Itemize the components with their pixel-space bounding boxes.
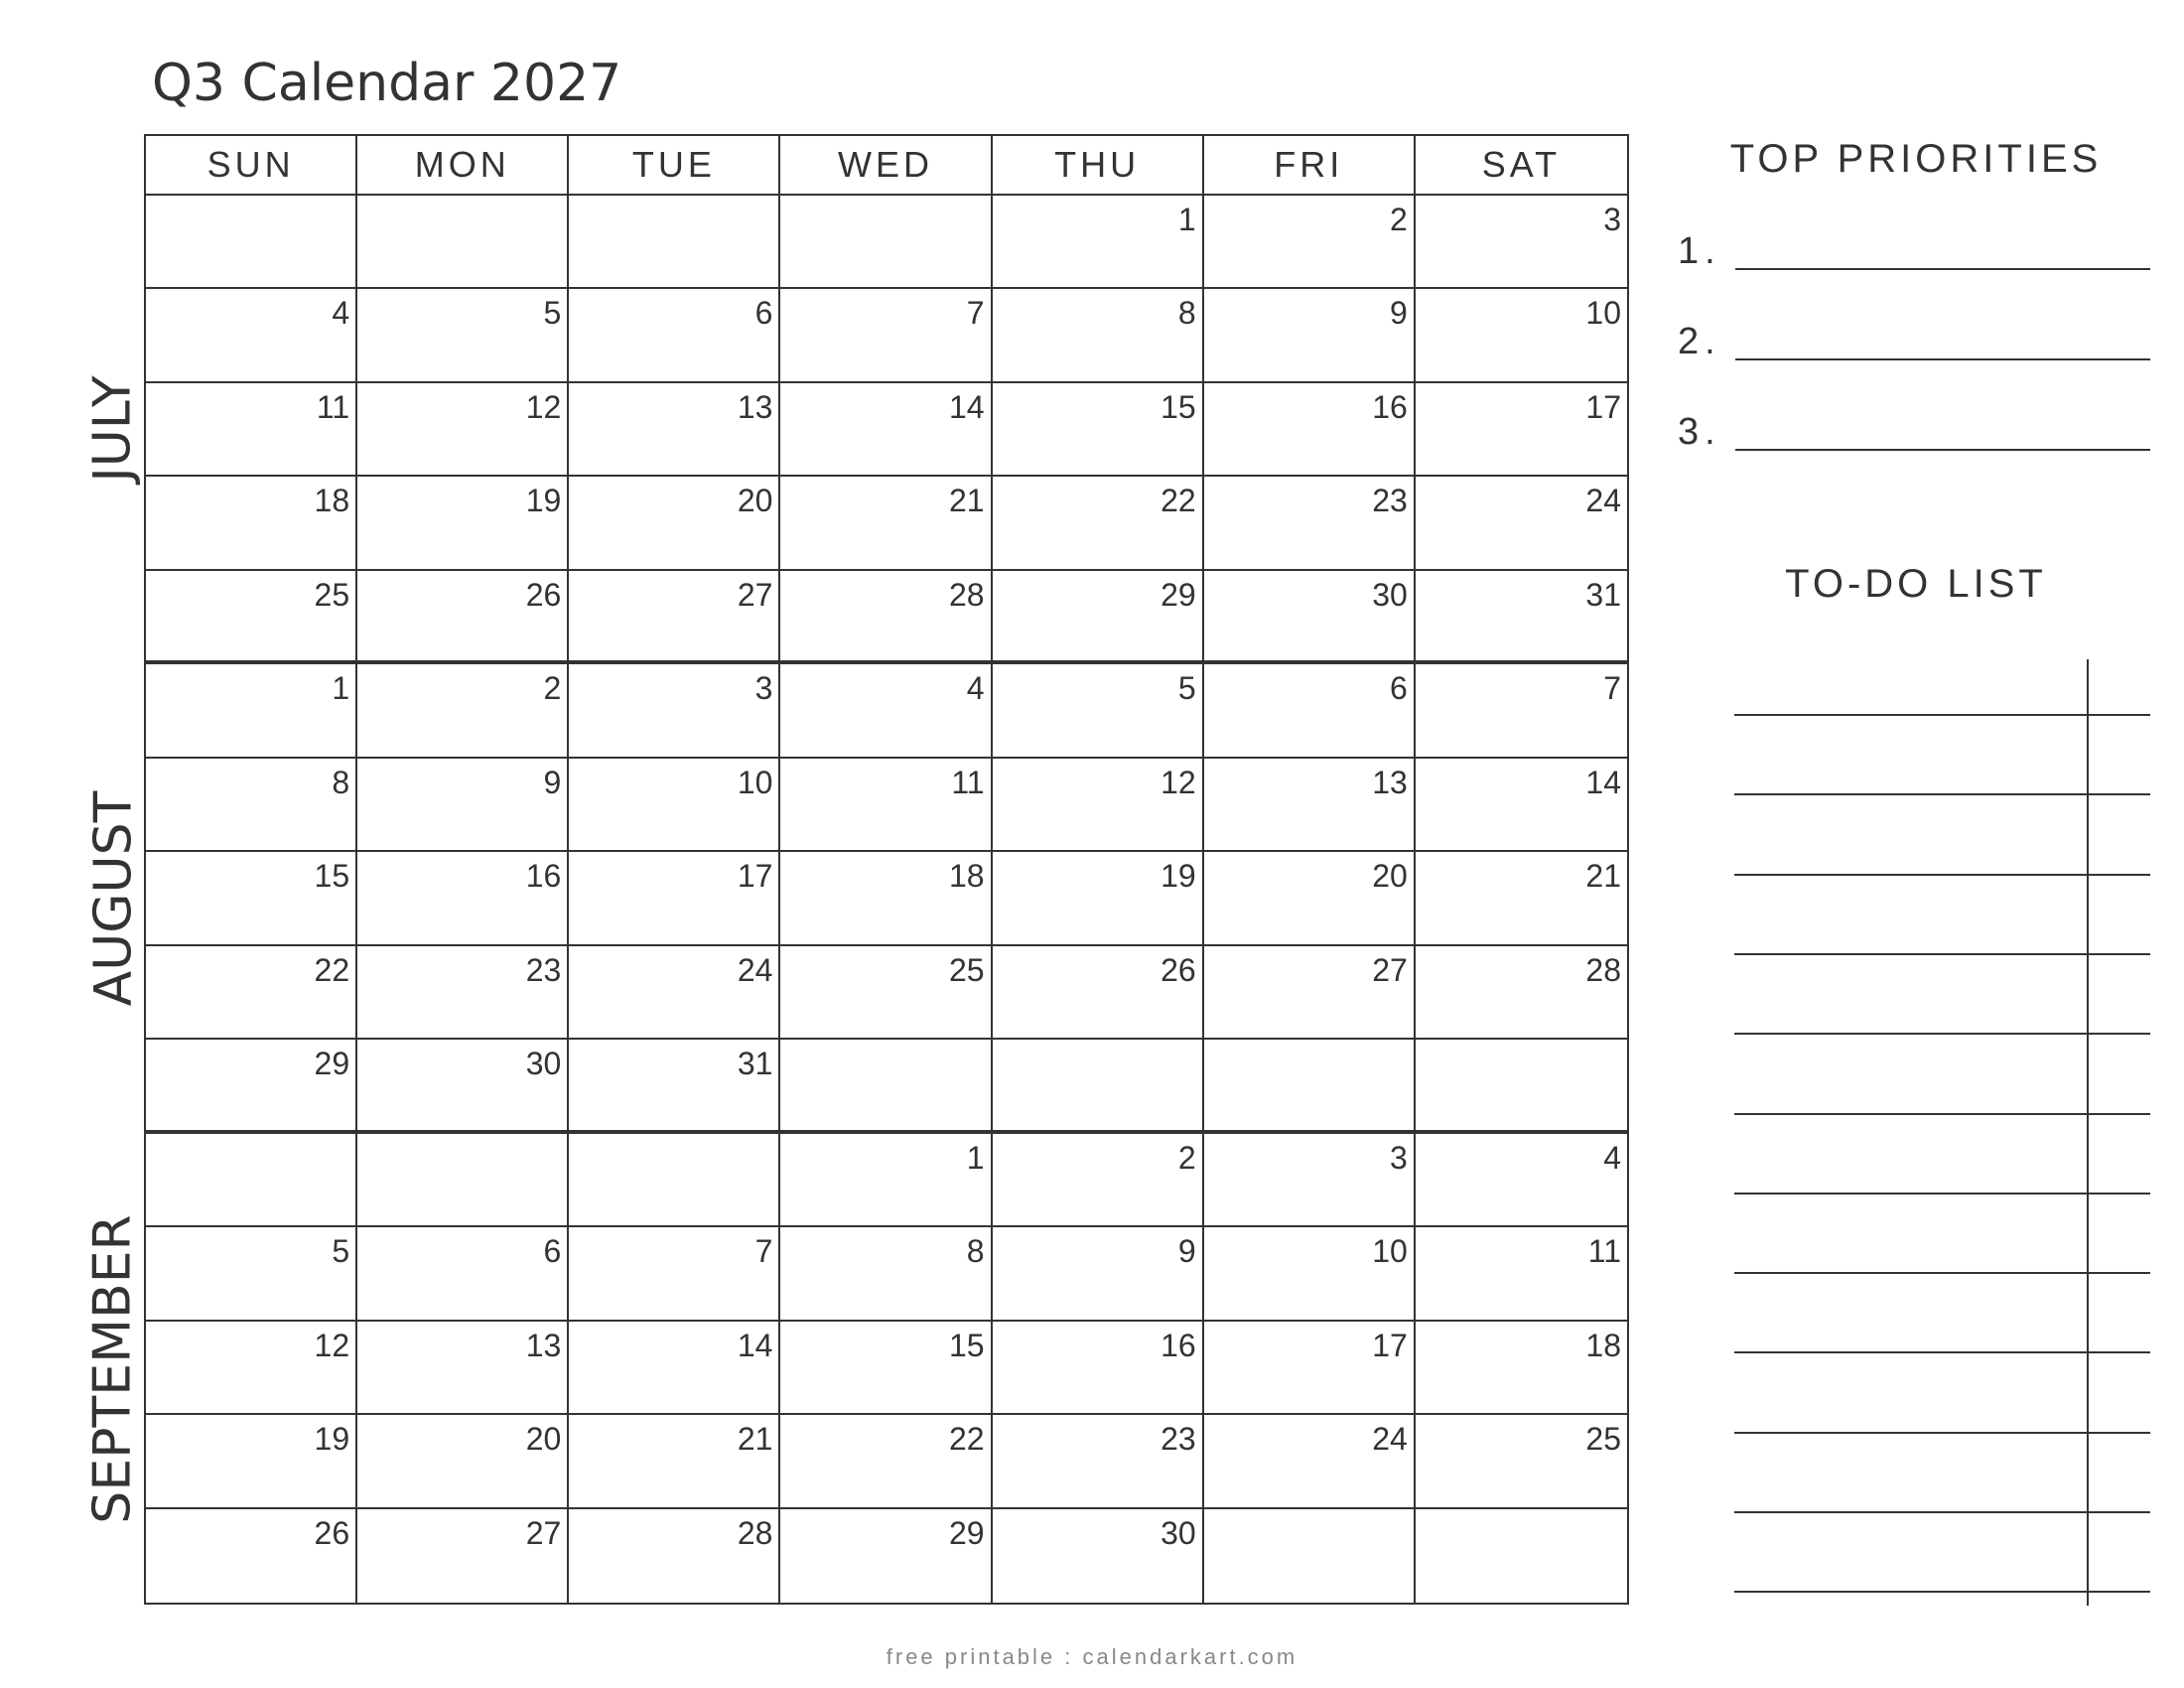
day-number: 16 <box>525 858 562 895</box>
day-number: 9 <box>1390 295 1408 332</box>
day-cell[interactable] <box>780 1134 992 1227</box>
day-cell[interactable] <box>146 571 357 664</box>
weekday-header-4: THU <box>993 136 1204 196</box>
day-cell[interactable] <box>1416 1509 1627 1603</box>
day-number: 5 <box>543 295 562 332</box>
day-cell[interactable] <box>1204 1322 1416 1415</box>
day-cell[interactable] <box>1204 1227 1416 1321</box>
day-cell[interactable] <box>993 196 1204 289</box>
day-cell[interactable] <box>1416 477 1627 570</box>
day-cell[interactable] <box>569 946 780 1040</box>
day-cell[interactable] <box>357 1322 569 1415</box>
todo-line[interactable] <box>1734 1270 2150 1274</box>
day-cell[interactable] <box>1204 289 1416 382</box>
day-cell[interactable] <box>780 289 992 382</box>
day-number: 15 <box>948 1327 985 1363</box>
day-cell[interactable] <box>780 1509 992 1603</box>
day-number: 3 <box>1603 202 1621 237</box>
day-cell[interactable] <box>1204 196 1416 289</box>
priority-item-3[interactable] <box>1678 401 2150 451</box>
day-cell[interactable] <box>569 477 780 570</box>
todo-line[interactable] <box>1734 1349 2150 1353</box>
day-cell[interactable] <box>357 196 569 289</box>
day-number: 21 <box>1585 858 1621 895</box>
day-cell[interactable] <box>993 852 1204 945</box>
day-number: 29 <box>314 1046 350 1082</box>
day-cell[interactable] <box>1416 946 1627 1040</box>
day-cell[interactable] <box>1416 1415 1627 1508</box>
todo-title: TO-DO LIST <box>1785 562 2047 606</box>
day-cell[interactable] <box>780 1040 992 1133</box>
day-number: 19 <box>525 483 562 519</box>
day-cell[interactable] <box>1204 477 1416 570</box>
day-number: 10 <box>737 764 773 800</box>
day-number: 28 <box>948 576 985 613</box>
day-number: 2 <box>1390 202 1408 237</box>
day-number: 25 <box>948 951 985 988</box>
day-cell[interactable] <box>357 946 569 1040</box>
weekday-header-5: FRI <box>1204 136 1416 196</box>
day-number: 7 <box>754 1233 773 1270</box>
priority-item-2[interactable] <box>1678 311 2150 360</box>
day-cell[interactable] <box>780 852 992 945</box>
todo-checkbox-divider <box>2087 659 2089 1606</box>
day-cell[interactable] <box>1416 1227 1627 1321</box>
priority-item-1[interactable] <box>1678 220 2150 270</box>
day-number: 28 <box>1585 951 1621 988</box>
todo-line[interactable] <box>1734 872 2150 876</box>
day-number: 16 <box>1372 388 1408 425</box>
day-cell[interactable] <box>1416 1322 1627 1415</box>
day-number: 27 <box>1372 951 1408 988</box>
day-cell[interactable] <box>357 289 569 382</box>
day-number: 6 <box>543 1233 562 1270</box>
day-cell[interactable] <box>357 1509 569 1603</box>
day-number: 26 <box>1160 951 1196 988</box>
day-number: 20 <box>1372 858 1408 895</box>
day-number: 8 <box>1177 295 1196 332</box>
day-cell[interactable] <box>993 383 1204 477</box>
day-number: 22 <box>1160 483 1196 519</box>
day-cell[interactable] <box>993 1509 1204 1603</box>
day-number: 31 <box>1585 576 1621 613</box>
todo-line[interactable] <box>1734 1430 2150 1434</box>
day-cell[interactable] <box>1416 664 1627 758</box>
day-cell[interactable] <box>357 759 569 852</box>
day-cell[interactable] <box>357 852 569 945</box>
day-cell[interactable] <box>780 571 992 664</box>
day-number: 17 <box>1372 1327 1408 1363</box>
day-number: 9 <box>1177 1233 1196 1270</box>
day-cell[interactable] <box>1416 759 1627 852</box>
day-number: 25 <box>314 576 350 613</box>
day-cell[interactable] <box>1416 571 1627 664</box>
day-cell[interactable] <box>146 1040 357 1133</box>
day-cell[interactable] <box>357 1134 569 1227</box>
day-cell[interactable] <box>993 664 1204 758</box>
priority-number: 3. <box>1678 411 1721 453</box>
weekday-header-6: SAT <box>1416 136 1627 196</box>
day-cell[interactable] <box>146 1134 357 1227</box>
day-cell[interactable] <box>146 289 357 382</box>
day-number: 1 <box>1177 202 1196 237</box>
day-number: 15 <box>314 858 350 895</box>
day-cell[interactable] <box>780 664 992 758</box>
day-cell[interactable] <box>357 664 569 758</box>
day-number: 10 <box>1372 1233 1408 1270</box>
day-number: 4 <box>966 670 985 707</box>
day-number: 1 <box>332 670 350 707</box>
day-cell[interactable] <box>1416 383 1627 477</box>
day-cell[interactable] <box>569 852 780 945</box>
day-cell[interactable] <box>1204 383 1416 477</box>
day-number: 24 <box>1585 483 1621 519</box>
month-label-august <box>83 664 143 1135</box>
day-cell[interactable] <box>1416 852 1627 945</box>
day-number: 26 <box>314 1514 350 1551</box>
day-number: 30 <box>1372 576 1408 613</box>
day-number: 14 <box>1585 764 1621 800</box>
day-number: 16 <box>1160 1327 1196 1363</box>
day-number: 25 <box>1585 1421 1621 1458</box>
day-cell[interactable] <box>993 1227 1204 1321</box>
day-number: 6 <box>754 295 773 332</box>
day-cell[interactable] <box>146 946 357 1040</box>
day-number: 12 <box>314 1327 350 1363</box>
day-cell[interactable] <box>1416 289 1627 382</box>
day-cell[interactable] <box>569 1227 780 1321</box>
day-number: 3 <box>754 670 773 707</box>
day-number: 13 <box>525 1327 562 1363</box>
day-cell[interactable] <box>569 383 780 477</box>
day-number: 7 <box>1603 670 1621 707</box>
day-cell[interactable] <box>780 1415 992 1508</box>
day-cell[interactable] <box>357 571 569 664</box>
day-number: 18 <box>1585 1327 1621 1363</box>
day-number: 3 <box>1390 1139 1408 1176</box>
weekday-header-1: MON <box>357 136 569 196</box>
todo-line[interactable] <box>1734 951 2150 955</box>
day-number: 12 <box>1160 764 1196 800</box>
day-cell[interactable] <box>357 1227 569 1321</box>
day-number: 23 <box>1372 483 1408 519</box>
day-number: 20 <box>525 1421 562 1458</box>
day-cell[interactable] <box>993 571 1204 664</box>
day-number: 11 <box>316 388 350 425</box>
priorities-title: TOP PRIORITIES <box>1729 137 2103 181</box>
day-number: 12 <box>525 388 562 425</box>
todo-line[interactable] <box>1734 1191 2150 1195</box>
month-label-july <box>83 194 143 664</box>
day-cell[interactable] <box>993 1134 1204 1227</box>
day-number: 24 <box>737 951 773 988</box>
day-number: 31 <box>737 1046 773 1082</box>
day-cell[interactable] <box>146 759 357 852</box>
day-number: 22 <box>948 1421 985 1458</box>
todo-line[interactable] <box>1734 1031 2150 1035</box>
day-cell[interactable] <box>1204 571 1416 664</box>
month-name: AUGUST <box>83 791 144 1007</box>
weekday-header-0: SUN <box>146 136 357 196</box>
day-number: 15 <box>1160 388 1196 425</box>
day-cell[interactable] <box>993 1415 1204 1508</box>
day-cell[interactable] <box>146 1415 357 1508</box>
day-number: 30 <box>525 1046 562 1082</box>
day-number: 27 <box>525 1514 562 1551</box>
page-title: Q3 Calendar 2027 <box>152 54 622 113</box>
day-number: 26 <box>525 576 562 613</box>
todo-line[interactable] <box>1734 791 2150 795</box>
day-number: 2 <box>1177 1139 1196 1176</box>
priority-line[interactable] <box>1735 266 2150 270</box>
day-cell[interactable] <box>780 1227 992 1321</box>
day-number: 19 <box>314 1421 350 1458</box>
day-number: 1 <box>966 1139 985 1176</box>
day-cell[interactable] <box>569 759 780 852</box>
day-cell[interactable] <box>780 196 992 289</box>
day-number: 2 <box>543 670 562 707</box>
day-number: 21 <box>948 483 985 519</box>
month-label-september <box>83 1134 143 1605</box>
day-cell[interactable] <box>780 759 992 852</box>
day-cell[interactable] <box>993 289 1204 382</box>
day-cell[interactable] <box>569 289 780 382</box>
day-number: 23 <box>1160 1421 1196 1458</box>
day-cell[interactable] <box>146 1509 357 1603</box>
day-number: 23 <box>525 951 562 988</box>
day-number: 21 <box>737 1421 773 1458</box>
day-number: 8 <box>966 1233 985 1270</box>
weekday-header-3: WED <box>780 136 992 196</box>
day-cell[interactable] <box>569 1509 780 1603</box>
day-cell[interactable] <box>569 571 780 664</box>
day-number: 24 <box>1372 1421 1408 1458</box>
day-cell[interactable] <box>569 1415 780 1508</box>
day-cell[interactable] <box>146 196 357 289</box>
priority-line[interactable] <box>1735 356 2150 360</box>
day-cell[interactable] <box>569 1322 780 1415</box>
todo-line[interactable] <box>1734 1111 2150 1115</box>
day-cell[interactable] <box>993 759 1204 852</box>
day-cell[interactable] <box>357 1040 569 1133</box>
day-cell[interactable] <box>357 1415 569 1508</box>
day-number: 30 <box>1160 1514 1196 1551</box>
day-number: 28 <box>737 1514 773 1551</box>
day-number: 10 <box>1585 295 1621 332</box>
day-cell[interactable] <box>569 1134 780 1227</box>
day-cell[interactable] <box>569 196 780 289</box>
day-cell[interactable] <box>1204 759 1416 852</box>
day-cell[interactable] <box>357 477 569 570</box>
day-cell[interactable] <box>1416 1040 1627 1133</box>
month-name: SEPTEMBER <box>83 1214 143 1524</box>
day-cell[interactable] <box>146 383 357 477</box>
day-number: 17 <box>737 858 773 895</box>
day-cell[interactable] <box>1204 664 1416 758</box>
day-number: 18 <box>314 483 350 519</box>
day-number: 5 <box>1177 670 1196 707</box>
day-number: 14 <box>948 388 985 425</box>
day-cell[interactable] <box>780 1322 992 1415</box>
day-cell[interactable] <box>1204 1040 1416 1133</box>
day-cell[interactable] <box>1204 1134 1416 1227</box>
day-number: 14 <box>737 1327 773 1363</box>
todo-line[interactable] <box>1734 712 2150 716</box>
day-number: 17 <box>1585 388 1621 425</box>
todo-line[interactable] <box>1734 1509 2150 1513</box>
footer-credit: free printable : calendarkart.com <box>886 1644 1298 1669</box>
todo-line[interactable] <box>1734 1589 2150 1593</box>
day-number: 19 <box>1160 858 1196 895</box>
day-number: 22 <box>314 951 350 988</box>
day-number: 29 <box>948 1514 985 1551</box>
day-cell[interactable] <box>569 664 780 758</box>
calendar-grid <box>144 134 1629 1605</box>
day-cell[interactable] <box>146 852 357 945</box>
day-number: 29 <box>1160 576 1196 613</box>
weekday-header-2: TUE <box>569 136 780 196</box>
priority-number: 2. <box>1678 321 1721 362</box>
day-number: 6 <box>1390 670 1408 707</box>
day-cell[interactable] <box>1204 1509 1416 1603</box>
day-number: 13 <box>1372 764 1408 800</box>
day-number: 9 <box>543 764 562 800</box>
day-number: 18 <box>948 858 985 895</box>
day-cell[interactable] <box>780 383 992 477</box>
day-cell[interactable] <box>569 1040 780 1133</box>
month-name: JULY <box>83 375 144 483</box>
priority-line[interactable] <box>1735 447 2150 451</box>
day-number: 20 <box>737 483 773 519</box>
day-number: 8 <box>332 764 350 800</box>
day-cell[interactable] <box>1204 946 1416 1040</box>
day-cell[interactable] <box>1204 1415 1416 1508</box>
day-cell[interactable] <box>780 477 992 570</box>
day-number: 4 <box>1603 1139 1621 1176</box>
day-number: 11 <box>951 764 985 800</box>
day-cell[interactable] <box>1416 1134 1627 1227</box>
day-number: 4 <box>332 295 350 332</box>
day-cell[interactable] <box>993 946 1204 1040</box>
day-cell[interactable] <box>1416 196 1627 289</box>
day-cell[interactable] <box>993 1322 1204 1415</box>
day-number: 5 <box>332 1233 350 1270</box>
day-cell[interactable] <box>993 1040 1204 1133</box>
day-cell[interactable] <box>146 477 357 570</box>
day-cell[interactable] <box>780 946 992 1040</box>
day-number: 13 <box>737 388 773 425</box>
day-cell[interactable] <box>146 1322 357 1415</box>
priority-number: 1. <box>1678 230 1721 272</box>
day-cell[interactable] <box>146 1227 357 1321</box>
day-cell[interactable] <box>357 383 569 477</box>
day-number: 7 <box>966 295 985 332</box>
day-number: 27 <box>737 576 773 613</box>
day-cell[interactable] <box>146 664 357 758</box>
day-number: 11 <box>1587 1233 1621 1270</box>
day-cell[interactable] <box>993 477 1204 570</box>
day-cell[interactable] <box>1204 852 1416 945</box>
